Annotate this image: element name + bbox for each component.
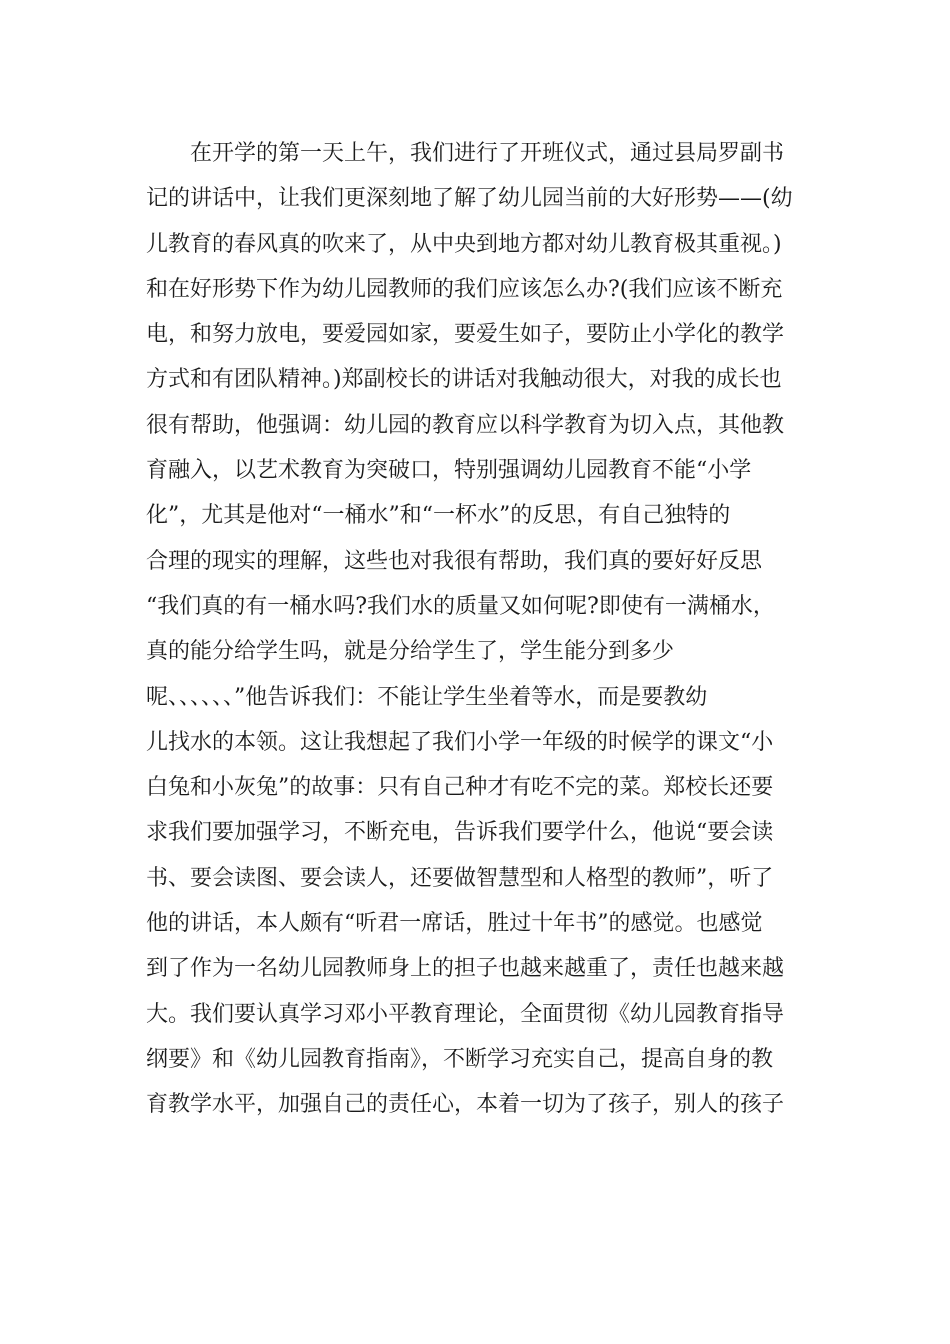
body-paragraph [146, 131, 810, 1128]
text-line: 电，和努力放电，要爱园如家，要爱生如子，要防止小学化的教学 [146, 322, 785, 348]
text-line: 呢、、、、、、”他告诉我们：不能让学生坐着等水，而是要教幼 [146, 684, 708, 710]
text-line: 白兔和小灰兔”的故事：只有自己种才有吃不完的菜。郑校长还要 [146, 775, 774, 801]
text-line: 儿教育的春风真的吹来了，从中央到地方都对幼儿教育极其重视。) [146, 231, 782, 257]
text-line: 求我们要加强学习，不断充电，告诉我们要学什么，他说“要会读 [146, 820, 774, 846]
text-line: 儿找水的本领。这让我想起了我们小学一年级的时候学的课文“小 [146, 729, 774, 755]
text-line: 在开学的第一天上午，我们进行了开班仪式，通过县局罗副书 [146, 141, 785, 166]
text-line: 真的能分给学生吗，就是分给学生了，学生能分到多少 [146, 639, 675, 665]
text-line: “我们真的有一桶水吗?我们水的质量又如何呢?即使有一满桶水， [146, 593, 775, 619]
text-line: 和在好形势下作为幼儿园教师的我们应该怎么办?(我们应该不断充 [146, 276, 783, 302]
text-line: 书、要会读图、要会读人，还要做智慧型和人格型的教师”，听了 [146, 865, 774, 891]
text-line: 化”，尤其是他对“一桶水”和“一杯水”的反思，有自己独特的 [146, 503, 731, 529]
text-line: 到了作为一名幼儿园教师身上的担子也越来越重了，责任也越来越 [146, 956, 785, 982]
text-line: 纲要》和《幼儿园教育指南》，不断学习充实自己，提高自身的教 [146, 1046, 774, 1072]
text-line: 合理的现实的理解，这些也对我很有帮助，我们真的要好好反思 [146, 548, 763, 574]
text-line: 育融入，以艺术教育为突破口，特别强调幼儿园教育不能“小学 [146, 458, 752, 484]
text-line: 育教学水平，加强自己的责任心，本着一切为了孩子，别人的孩子 [146, 1092, 785, 1118]
text-line: 记的讲话中，让我们更深刻地了解了幼儿园当前的大好形势——(幼 [146, 186, 793, 212]
text-line: 方式和有团队精神。)郑副校长的讲话对我触动很大，对我的成长也 [146, 367, 782, 393]
text-line: 大。我们要认真学习邓小平教育理论，全面贯彻《幼儿园教育指导 [146, 1001, 785, 1027]
text-line: 他的讲话，本人颇有“听君一席话，胜过十年书”的感觉。也感觉 [146, 911, 763, 937]
text-line: 很有帮助，他强调：幼儿园的教育应以科学教育为切入点，其他教 [146, 412, 785, 438]
